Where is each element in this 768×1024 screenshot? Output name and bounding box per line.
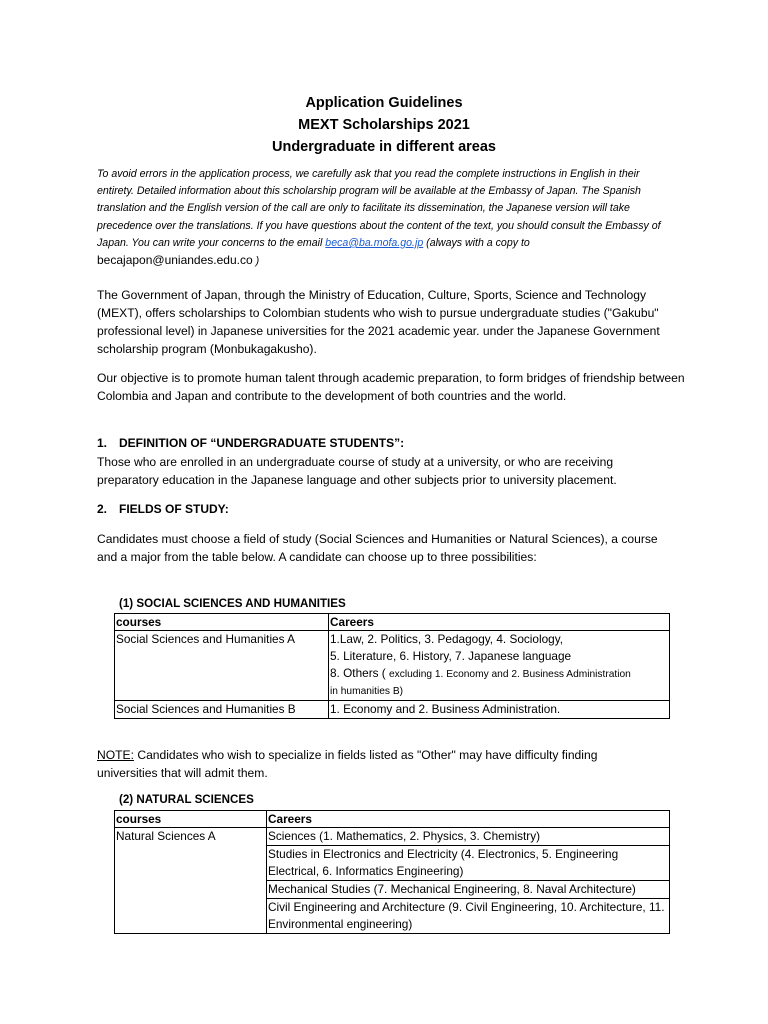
title-line-2: MEXT Scholarships 2021 (298, 117, 470, 133)
document-title (0, 92, 768, 158)
social-sciences-table (114, 613, 670, 719)
header-courses: courses (115, 614, 329, 631)
section-2-number: 2. (97, 502, 108, 516)
section-2-body: Candidates must choose a field of study (Social Sciences and Humanities or Natural Sciences), a course and a major from the table below. A candidate can choose up to three possibilities: (97, 532, 658, 564)
table-row (115, 631, 670, 701)
careers-line (330, 665, 668, 683)
course-cell: Social Sciences and Humanities B (115, 701, 329, 719)
paragraph-objective: Our objective is to promote human talent through academic preparation, to form bridges of friendship between Colombia and Japan and contribute to the development of both countries and the world. (97, 371, 685, 403)
table-row (115, 701, 670, 719)
intro-paragraph (97, 166, 677, 270)
section-1-body: Those who are enrolled in an undergraduate course of study at a university, or who are receiving preparatory education in the Japanese language and other subjects prior to university placement. (97, 455, 617, 487)
careers-line: 5. Literature, 6. History, 7. Japanese language (330, 649, 572, 663)
table-2-label: (2) NATURAL SCIENCES (119, 793, 254, 806)
note-label: NOTE: (97, 748, 134, 762)
natural-sciences-table (114, 810, 670, 934)
intro-after-email: (always with a copy to (423, 236, 530, 249)
section-1-number: 1. (97, 436, 108, 450)
table-row (115, 828, 670, 846)
intro-close: ) (252, 255, 260, 268)
careers-line-small: excluding 1. Economy and 2. Business Administration (389, 669, 631, 680)
header-careers: Careers (267, 811, 670, 828)
note-paragraph (97, 746, 657, 782)
section-2-heading (97, 500, 229, 518)
careers-cell: 1. Economy and 2. Business Administration. (329, 701, 670, 719)
section-1-heading (97, 434, 404, 452)
careers-line: in humanities B) (330, 686, 404, 697)
email-link[interactable]: beca@ba.mofa.go.jp (325, 236, 424, 249)
careers-line-main: 8. Others ( (330, 666, 390, 680)
careers-cell: Mechanical Studies (7. Mechanical Engineering, 8. Naval Architecture) (267, 881, 670, 899)
careers-cell: Sciences (1. Mathematics, 2. Physics, 3. Chemistry) (267, 828, 670, 846)
title-line-3: Undergraduate in different areas (272, 139, 496, 155)
title-line-1: Application Guidelines (305, 95, 463, 111)
course-cell: Natural Sciences A (115, 828, 267, 934)
intro-text: To avoid errors in the application process, we carefully ask that you read the complete instructions in English in their entirety. Detailed information about this scholarship program will be available at the Embassy of Japan. The Spanish translation and the English version of the call are only to facilitate its dissemination, the Japanese version will take precedence over the translations. If you have questions about the content of the text, you should consult the Embassy of Japan. You can write your concerns to the email (97, 168, 661, 249)
careers-cell (329, 631, 670, 701)
careers-cell: Civil Engineering and Architecture (9. Civil Engineering, 10. Architecture, 11. Environmental engineering) (267, 899, 670, 934)
table-1-label: (1) SOCIAL SCIENCES AND HUMANITIES (119, 597, 346, 610)
note-text: Candidates who wish to specialize in fields listed as "Other" may have difficulty finding universities that will admit them. (97, 748, 598, 780)
course-cell: Social Sciences and Humanities A (115, 631, 329, 701)
careers-cell: Studies in Electronics and Electricity (4. Electronics, 5. Engineering Electrical, 6. Informatics Engineering) (267, 846, 670, 881)
careers-line: 1.Law, 2. Politics, 3. Pedagogy, 4. Sociology, (330, 632, 564, 646)
paragraph-government: The Government of Japan, through the Ministry of Education, Culture, Sports, Science and Technology (MEXT), offers scholarships to Colombian students who wish to pursue undergraduate studies ("Gakubu" professional level) in Japanese universities for the 2021 academic year. under the Japanese Government scholarship program (Monbukagakusho). (97, 288, 660, 356)
second-email: becajapon@uniandes.edu.co (97, 253, 253, 268)
section-2-title: FIELDS OF STUDY: (119, 502, 229, 516)
header-careers: Careers (329, 614, 670, 631)
header-courses: courses (115, 811, 267, 828)
table-header-row (115, 811, 670, 828)
section-1-title: DEFINITION OF “UNDERGRADUATE STUDENTS”: (119, 436, 405, 450)
table-header-row (115, 614, 670, 631)
